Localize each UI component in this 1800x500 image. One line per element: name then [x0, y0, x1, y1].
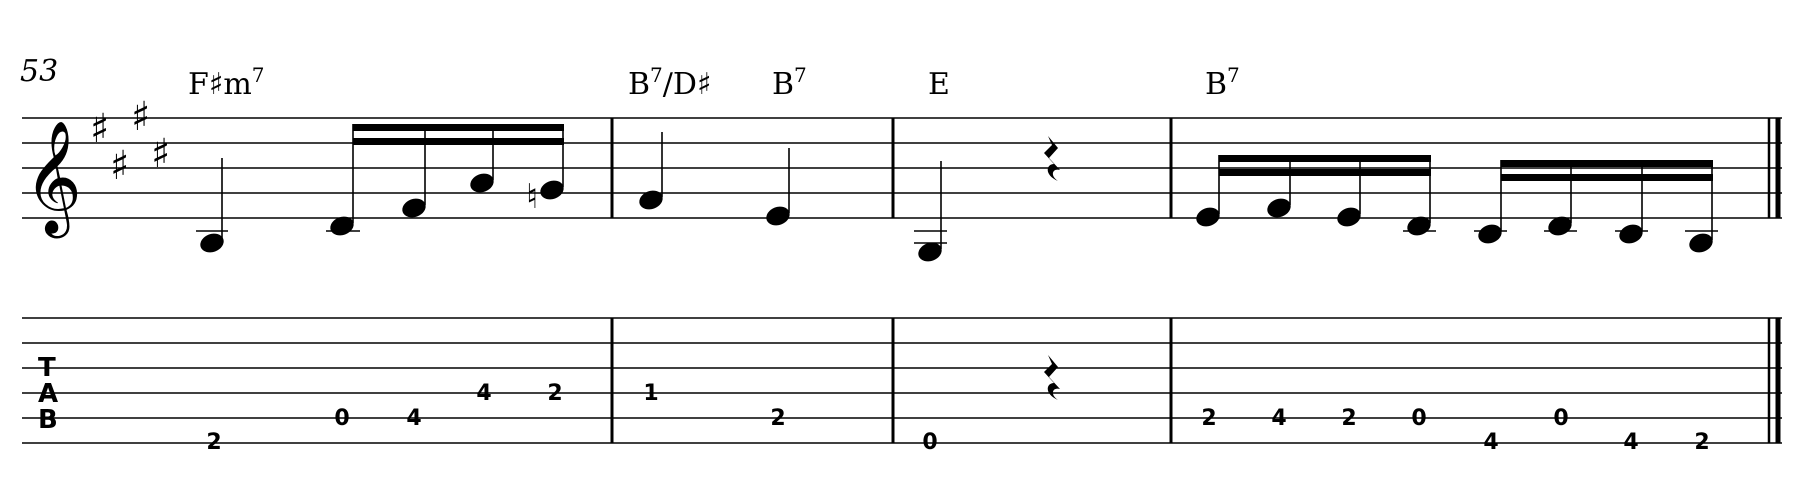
chord-symbol: $B^7$: [1205, 63, 1240, 102]
measure-3-notes: [914, 136, 1060, 265]
tab-clef: [38, 353, 58, 435]
chord-symbols: [188, 63, 1240, 102]
fret-number: 2: [547, 381, 563, 406]
tab-letter: A: [38, 379, 59, 409]
fret-number: 4: [1623, 430, 1639, 455]
note-head: [538, 177, 567, 202]
chord-symbol: $B^7/D♯$: [628, 63, 712, 102]
fret-number: 0: [1553, 406, 1569, 431]
fret-number: 2: [1694, 430, 1710, 455]
sharp-icon: ♯: [151, 131, 171, 177]
note-head: [1687, 230, 1716, 255]
beam: [1219, 169, 1431, 176]
fret-number: 4: [1271, 406, 1287, 431]
note-head: [764, 203, 793, 228]
fret-number: 0: [922, 430, 938, 455]
fret-number: 0: [334, 406, 350, 431]
beam: [1219, 155, 1431, 162]
beam: [1501, 174, 1713, 181]
sharp-icon: ♯: [90, 106, 110, 152]
tab-letter: B: [38, 405, 58, 435]
fret-number: 2: [1201, 406, 1217, 431]
note-head: [1265, 195, 1294, 220]
chord-symbol: E: [928, 67, 950, 102]
treble-clef-icon: 𝄞: [24, 120, 82, 234]
fret-number: 2: [770, 406, 786, 431]
key-signature: [90, 94, 170, 189]
chord-symbol: $B^7$: [772, 63, 807, 102]
beam: [353, 124, 564, 131]
fret-number: 2: [206, 430, 222, 455]
note-head: [468, 170, 497, 195]
note-head: [1335, 204, 1364, 229]
tab-barlines: [612, 318, 1778, 443]
tab-staff: [22, 318, 1782, 443]
sharp-icon: ♯: [110, 143, 130, 189]
note-head: [400, 195, 429, 220]
fret-number: 4: [406, 406, 422, 431]
beam: [353, 138, 564, 145]
note-head: [1194, 204, 1223, 229]
note-head: [1476, 221, 1505, 246]
measure-2-notes: [637, 132, 793, 229]
chord-symbol: $F♯m^7$: [188, 63, 265, 102]
fret-number: 4: [476, 381, 492, 406]
measure-number: 53: [20, 54, 59, 89]
fret-number: 0: [1411, 406, 1427, 431]
beam: [1501, 160, 1713, 167]
notation-staff: [22, 118, 1782, 218]
tab-letter: T: [38, 353, 56, 383]
fret-number: 2: [1341, 406, 1357, 431]
measure-4-notes: [1194, 155, 1718, 256]
note-head: [1617, 221, 1646, 246]
fret-number: 1: [643, 381, 659, 406]
note-head: [637, 187, 666, 212]
fret-number: 4: [1483, 430, 1499, 455]
natural-icon: ♮: [526, 177, 539, 217]
sharp-icon: ♯: [131, 94, 151, 140]
